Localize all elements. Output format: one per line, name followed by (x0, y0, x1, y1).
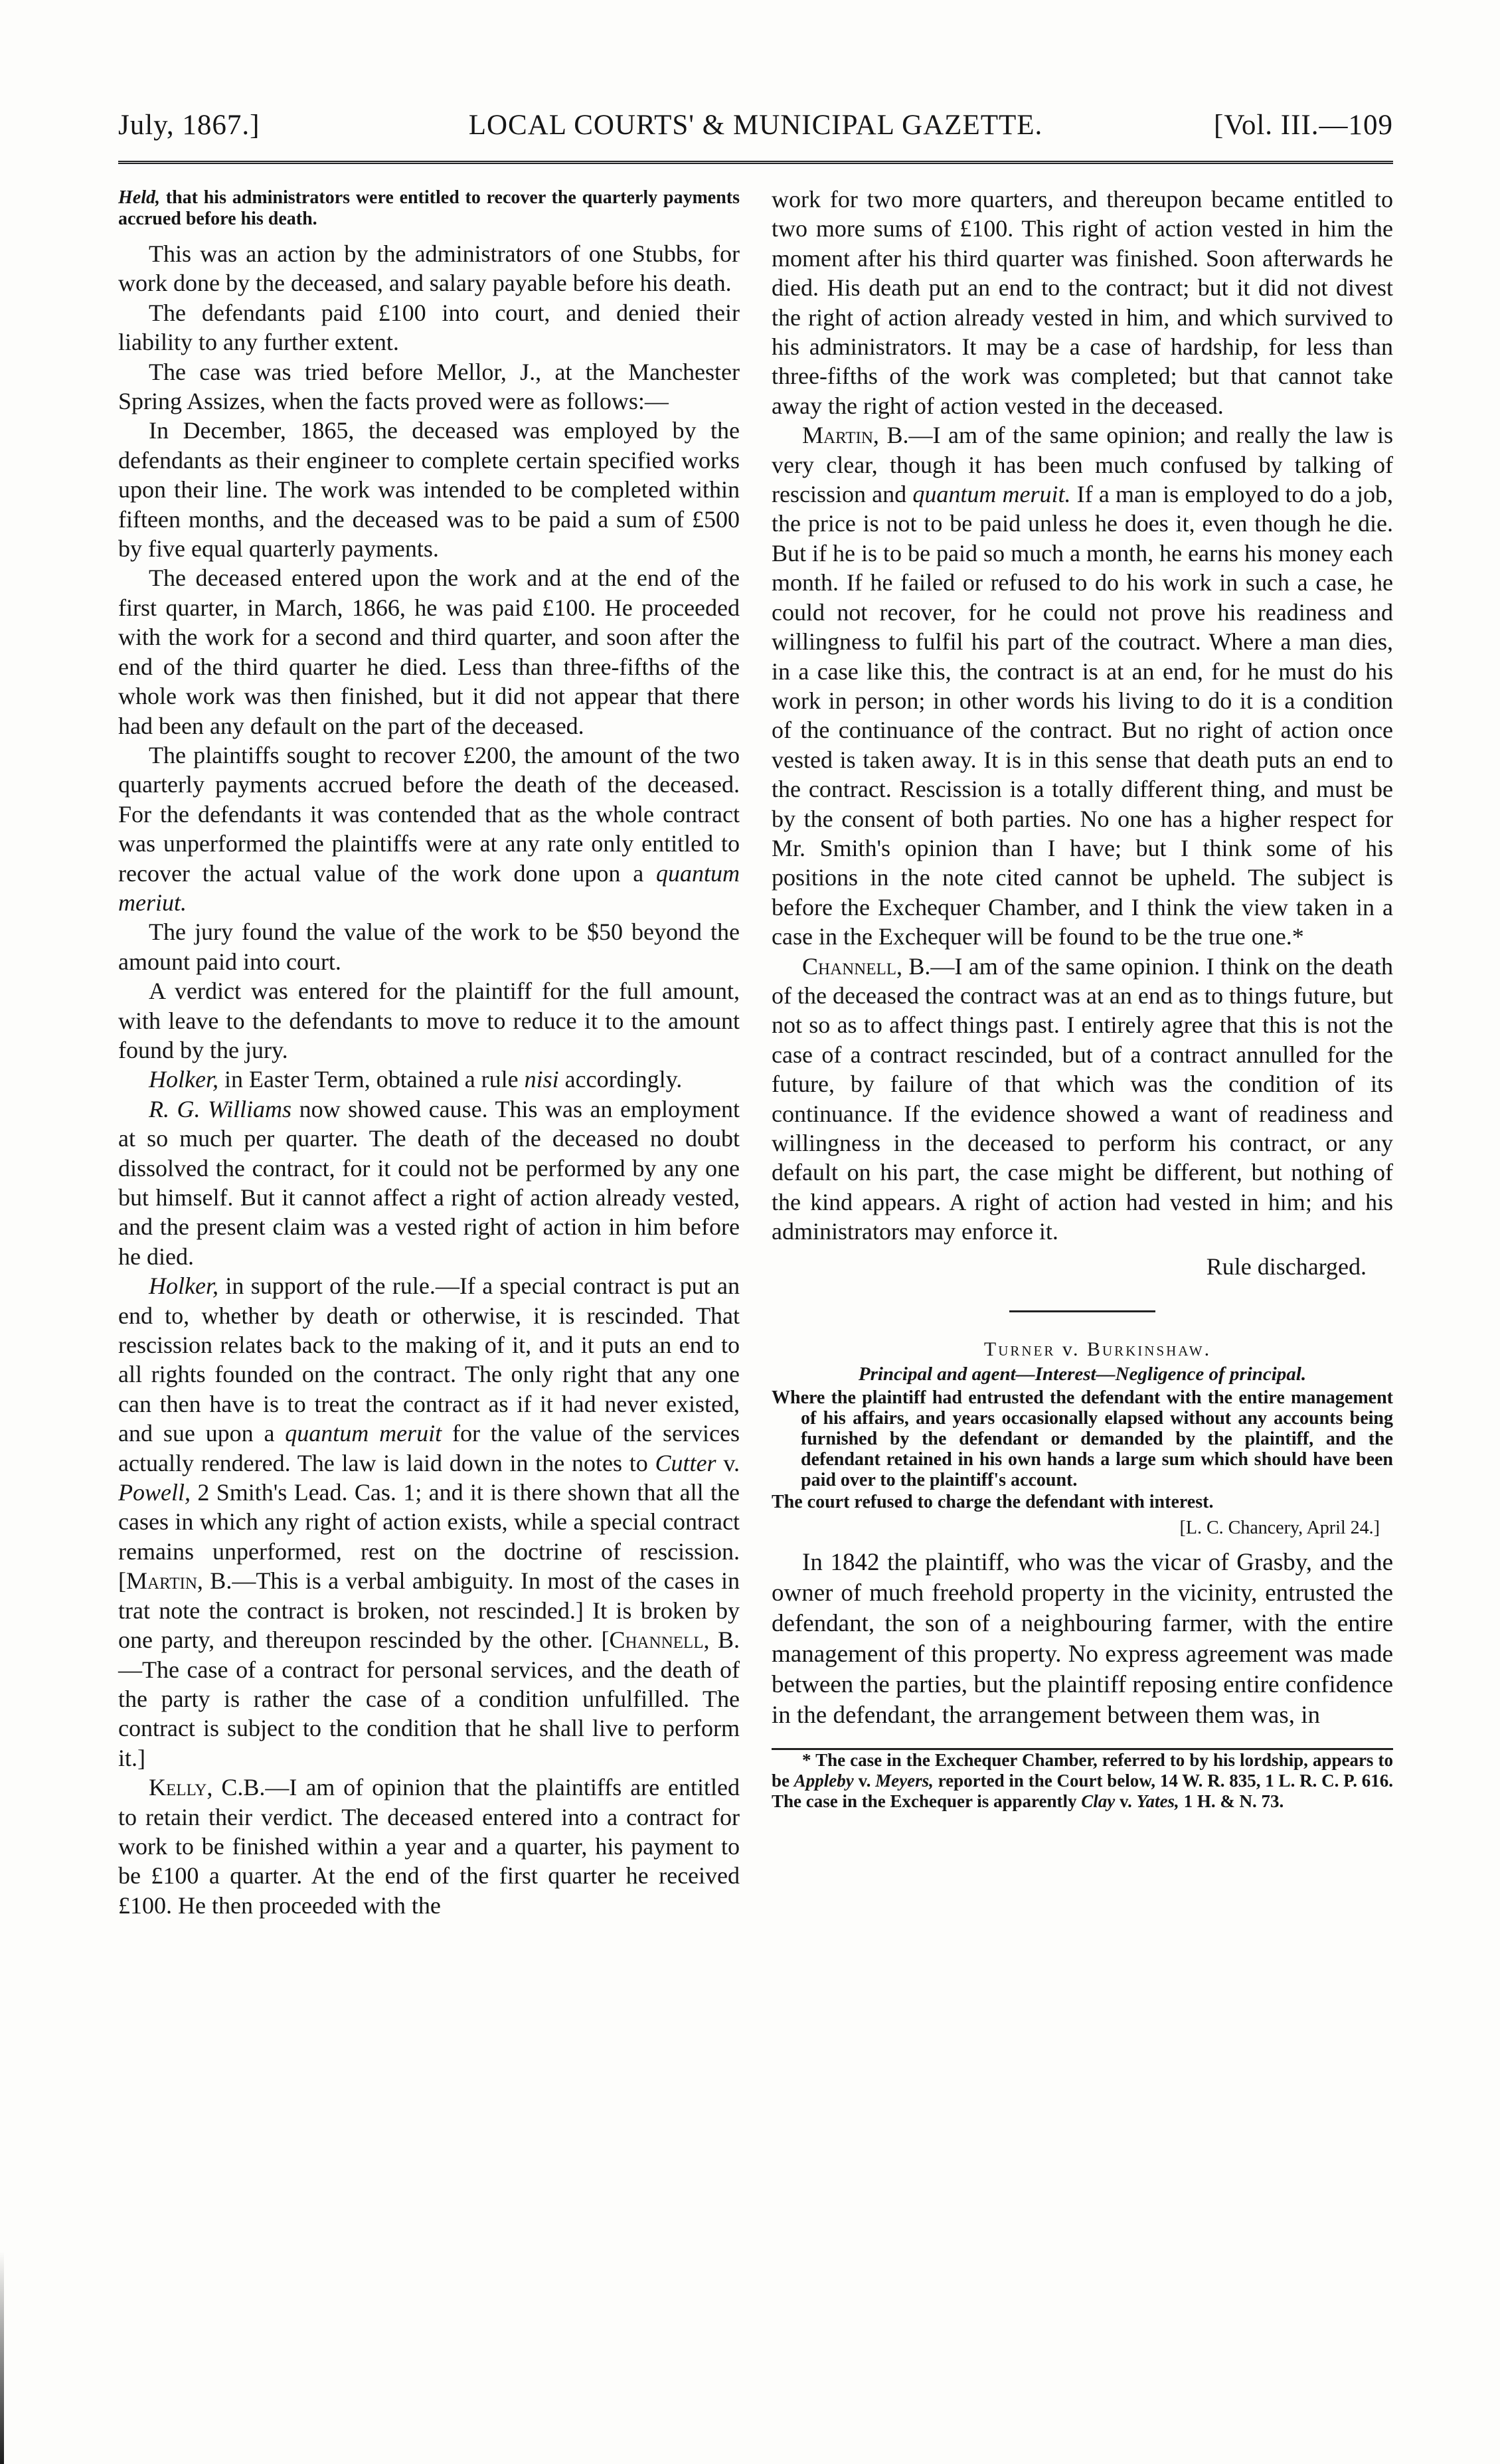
case-title (772, 1335, 1393, 1364)
italic-term: quantum meruit (285, 1420, 442, 1447)
paragraph: In December, 1865, the deceased was employed by the defendants as their engineer to complete certain specified works upon their line. The work was intended to be completed within fifteen months, and the deceased was to be paid a sum of £500 by five equal quarterly payments. (118, 417, 740, 563)
case-name: Yates, (1136, 1791, 1179, 1812)
headnote-held: Held, (118, 187, 160, 208)
text: now showed cause. This was an employment at so much per quarter. The death of the deceased no doubt dissolved the contract, for it could not be performed by any one but himself. But it cannot affect a right of action already vested, and the present claim was a vested right of action in him before he died. (118, 1095, 740, 1270)
party-name: Burkinshaw. (1086, 1338, 1212, 1361)
case-name: Meyers, (875, 1771, 934, 1791)
text: , B.—The case of a contract for personal services, and the death of the party is rather the case of a condition unfulfilled. The contract is subject to the condition that he shall live to perform it.] (118, 1627, 740, 1771)
header-date: July, 1867.] (118, 110, 260, 141)
italic-term: quantum meriut. (118, 859, 740, 916)
text: in support of the rule.—If a special contract is put an end to, whether by death or otherwise, it is rescinded. That rescission relates back to the making of it, and it puts an end to all rights founded on the contract. The only right that any one can then have is to treat the contract as if it had never existed, and sue upon a (118, 1273, 740, 1447)
paragraph: The case was tried before Mellor, J., at the Manchester Spring Assizes, when the facts proved were as follows:— (118, 358, 740, 415)
text: , B.—This is a verbal ambiguity. In most of the cases in trat note the contract is broken, not rescinded.] It is broken by one party, and thereupon rescinded by the other. [ (118, 1567, 740, 1654)
headnote (118, 187, 740, 230)
text: v. (1115, 1791, 1137, 1812)
case-name: Powell, (118, 1479, 191, 1506)
text: v. (853, 1771, 876, 1791)
paragraph (118, 741, 740, 917)
header-volume-page: [Vol. III.—109 (1214, 110, 1393, 141)
header-title: LOCAL COURTS' & MUNICIPAL GAZETTE. (468, 110, 1043, 141)
case-name: Cutter (655, 1449, 716, 1476)
court-date: [L. C. Chancery, April 24.] (1179, 1518, 1380, 1539)
section-divider (1009, 1310, 1155, 1312)
counsel-name: Holker, (149, 1066, 218, 1093)
case-name: Appleby (793, 1771, 854, 1791)
text: 2 Smith's Lead. Cas. 1; and it is there shown that all the cases in which any right of action exists, while a special contract remains unperformed, rest on the doctrine of rescission. [ (118, 1479, 740, 1595)
italic-term: quantum meruit. (912, 481, 1071, 508)
paragraph (772, 952, 1393, 1247)
text: 1 H. & N. 73. (1179, 1791, 1284, 1812)
text: * The case in the Exchequer Chamber, referred to by his lordship, appears to be (772, 1750, 1393, 1791)
running-header (118, 100, 1393, 153)
judge-name: Martin (802, 422, 873, 449)
text: , C.B.—I am of opinion that the plaintiffs are entitled to retain their verdict. The deceased entered into a contract for work to be finished within a year and a quarter, his payment to be £100 a quarter. At the end of the first quarter he received £100. He then proceeded with the (118, 1774, 740, 1919)
counsel-name: R. G. Williams (149, 1095, 292, 1122)
text: accordingly. (558, 1066, 683, 1093)
italic-term: nisi (524, 1066, 559, 1093)
text: The plaintiffs sought to recover £200, the amount of the two quarterly payments accrued before the death of the deceased. For the defendants it was contended that as the whole contract was unperformed the plaintiffs were at any rate only entitled to recover the actual value of the work done upon a (118, 741, 740, 887)
paragraph: This was an action by the administrators of one Stubbs, for work done by the deceased, and salary payable before his death. (118, 240, 740, 297)
footnote (772, 1750, 1393, 1812)
rule-discharged: Rule discharged. (1206, 1253, 1367, 1280)
right-column (772, 185, 1393, 1812)
judge-name: Kelly (149, 1774, 207, 1801)
counsel-name: Holker, (149, 1273, 218, 1300)
paragraph (118, 1773, 740, 1920)
paragraph: The deceased entered upon the work and at the end of the first quarter, in March, 1866, he was paid £100. He proceeded with the work for a second and third quarter, and soon after the end of the third quarter he died. Less than three-fifths of the whole work was then finished, but it did not appear that there had been any default on the part of the deceased. (118, 565, 740, 739)
catchline: Principal and agent—Interest—Negligence of principal. (858, 1364, 1307, 1385)
paragraph: In 1842 the plaintiff, who was the vicar of Grasby, and the owner of much freehold property in the vicinity, entrusted the defendant, the son of a neighbouring farmer, with the entire management of this property. No express agreement was made between the parties, but the plaintiff reposing entire confidence in the defendant, the arrangement between them was, in (772, 1549, 1393, 1729)
paragraph (118, 1271, 740, 1773)
text: reported in the Court below, 14 W. R. 835, 1 L. R. C. P. 616. The case in the Exchequer is apparently (772, 1771, 1393, 1812)
left-column (118, 185, 740, 1920)
paragraph (118, 1095, 740, 1271)
party-name: Turner (983, 1338, 1056, 1361)
text: v. (1055, 1338, 1087, 1361)
text: , B.—I am of the same opinion; and really the law is very clear, though it has been much confused by talking of rescission and (772, 422, 1393, 508)
paragraph: A verdict was entered for the plaintiff for the full amount, with leave to the defendants to move to reduce it to the amount found by the jury. (118, 978, 740, 1063)
paragraph (772, 420, 1393, 951)
judge-name: Channell (802, 952, 897, 980)
header-rule (118, 161, 1393, 167)
text: v. (716, 1449, 740, 1476)
paragraph (118, 1065, 740, 1094)
binding-edge-mark (0, 2251, 4, 2464)
text: , B.—I am of the same opinion. I think on the death of the deceased the contract was at an end as to things future, but not so as to affect things past. I entirely agree that this is not the case of a contract rescinded, but of a contract annulled for the future, by failure of that which was the condition of its continuance. If the evidence showed a want of readiness and willingness in the deceased to perform his contract, or any default on his part, the case might be different, but nothing of the kind appears. A right of action had vested in him; and his administrators may enforce it. (772, 952, 1393, 1245)
held-note: Where the plaintiff had entrusted the defendant with the entire management of his affairs, and years occasionally elapsed without any accounts being furnished by the defendant or demanded by the plaintiff, and the defendant retained in his own hands a large sum which should have been paid over to the plaintiff's account. (772, 1387, 1393, 1491)
paragraph: The jury found the value of the work to be $50 beyond the amount paid into court. (118, 919, 740, 975)
headnote-text: that his administrators were entitled to recover the quarterly payments accrued before his death. (118, 187, 740, 229)
case-name: Clay (1081, 1791, 1116, 1812)
judge-name: Channell (609, 1627, 704, 1654)
paragraph: The defendants paid £100 into court, and denied their liability to any further extent. (118, 299, 740, 356)
text: in Easter Term, obtained a rule (218, 1066, 525, 1093)
case-summary (772, 1364, 1393, 1538)
paragraph: work for two more quarters, and thereupon became entitled to two more sums of £100. This right of action vested in him the moment after his third quarter was finished. Soon afterwards he died. His death put an end to the contract; but it did not divest the right of action already vested in him, and which survived to his administrators. It may be a case of hardship, for less than three-fifths of the work was completed; but that cannot take away the right of action vested in the deceased. (772, 186, 1393, 419)
text: If a man is employed to do a job, the price is not to be paid unless he does it, even though he die. But if he is to be paid so much a month, he earns his money each month. If he failed or refused to do his work in such a case, he could not recover, for he could not prove his readiness and willingness to fulfil his part of the coutract. Where a man dies, in a case like this, the contract is at an end, for he must do his work in person; in other words his living to do it is a condition of the continuance of the contract. But no right of action once vested is taken away. It is in this sense that death puts an end to the contract. Rescission is a totally different thing, and must be by the consent of both parties. No one has a higher respect for Mr. Smith's opinion than I have; but I think some of his positions in the note cited cannot be upheld. The subject is before the Exchequer Chamber, and I think the view taken in a case in the Exchequer will be found to be the true one.* (772, 481, 1393, 950)
text: for the value of the services actually rendered. The law is laid down in the notes to (118, 1420, 740, 1476)
court-ruling: The court refused to charge the defendant with interest. (772, 1492, 1214, 1513)
judge-name: Martin (126, 1567, 197, 1595)
